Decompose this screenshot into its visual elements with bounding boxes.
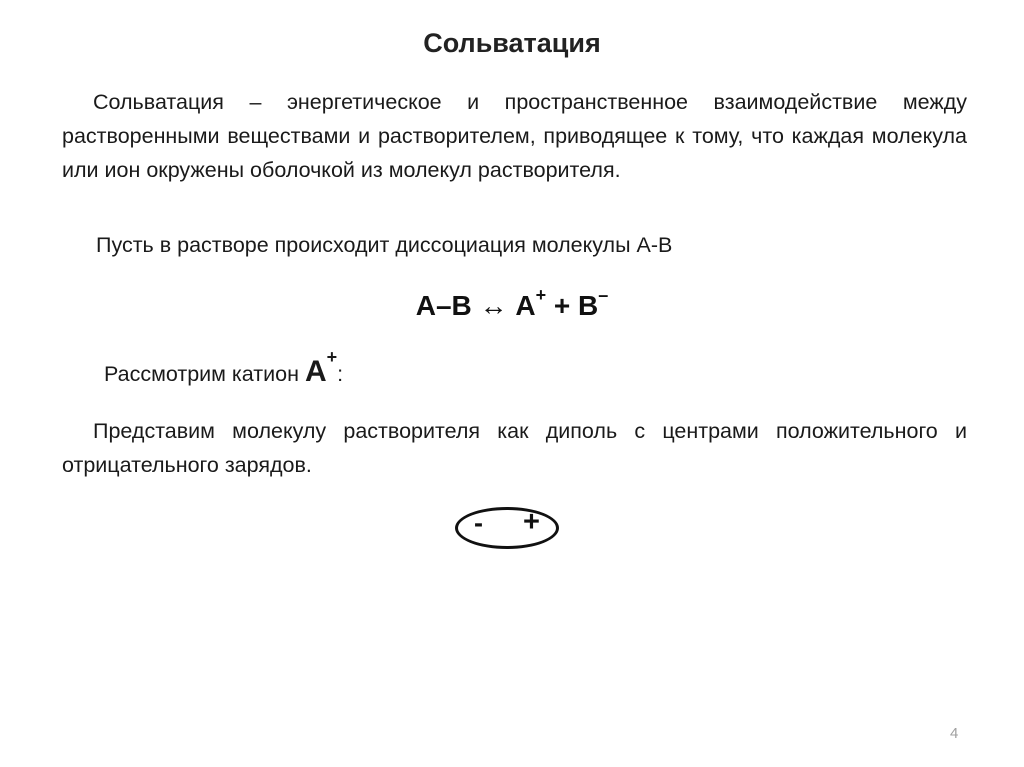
dissociation-intro: Пусть в растворе происходит диссоциация молекулы А-В	[96, 233, 673, 257]
cation-charge: +	[535, 285, 547, 305]
dipole-text: Представим молекулу растворителя как диполь с центрами положительного и отрицательного зарядов.	[62, 419, 967, 477]
cation-symbol	[304, 347, 338, 388]
dipole-positive-sign: +	[523, 506, 540, 538]
dissociation-equation	[0, 285, 1024, 322]
page-number: 4	[950, 725, 959, 742]
dipole-paragraph	[62, 414, 967, 482]
equation-left: А–В ↔ А	[415, 290, 536, 321]
cation-symbol-charge: +	[326, 347, 338, 367]
anion-charge: –	[598, 285, 609, 305]
consider-cation-line	[104, 347, 344, 394]
equation-middle: + В	[546, 290, 599, 321]
dipole-negative-sign: -	[474, 508, 483, 538]
definition-paragraph	[62, 85, 967, 187]
consider-suffix: :	[337, 362, 344, 386]
definition-text: Сольватация – энергетическое и пространственное взаимодействие между растворенными веществами и растворителем, приводящее к тому, что каждая молекула или ион окружены оболочкой из молекул растворителя.	[62, 90, 967, 182]
slide-title: Сольватация	[423, 28, 601, 58]
dipole-ellipse	[455, 507, 559, 549]
cation-letter: А	[304, 355, 327, 388]
consider-text: Рассмотрим катион	[104, 362, 305, 386]
